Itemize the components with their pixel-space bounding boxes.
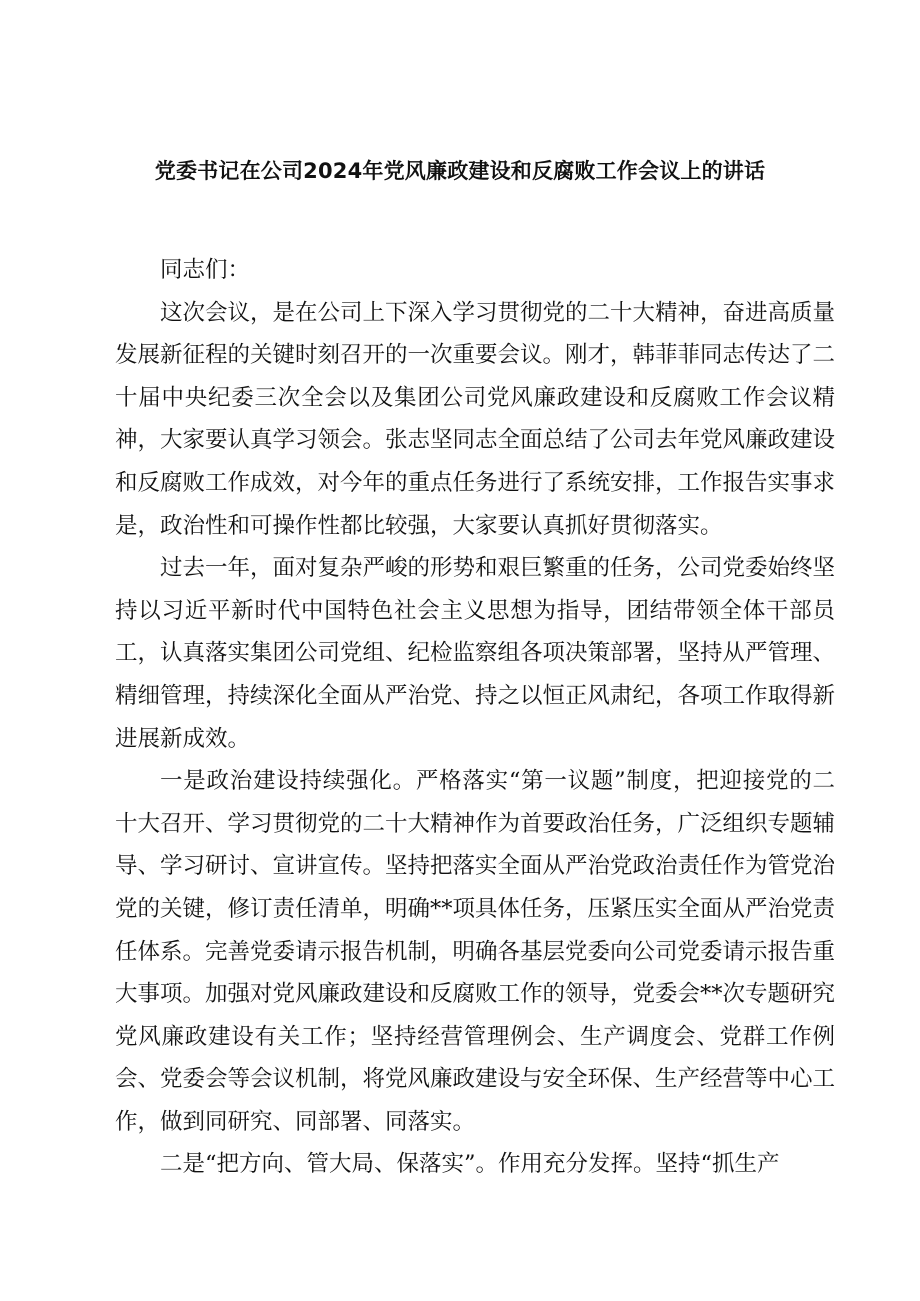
document-body	[115, 249, 835, 1186]
document-title: 党委书记在公司2024年党风廉政建设和反腐败工作会议上的讲话	[154, 159, 766, 183]
paragraph-3: 一是政治建设持续强化。严格落实“第一议题”制度，把迎接党的二十大召开、学习贯彻党的二十大精神作为首要政治任务，广泛组织专题辅导、学习研讨、宣讲宣传。坚持把落实全面从严治党政治责任作为管党治党的关键，修订责任清单，明确**项具体任务，压紧压实全面从严治党责任体系。完善党委请示报告机制，明确各基层党委向公司党委请示报告重大事项。加强对党风廉政建设和反腐败工作的领导，党委会**次专题研究党风廉政建设有关工作；坚持经营管理例会、生产调度会、党群工作例会、党委会等会议机制，将党风廉政建设与安全环保、生产经营等中心工作，做到同研究、同部署、同落实。	[115, 768, 836, 1135]
paragraph-1: 这次会议，是在公司上下深入学习贯彻党的二十大精神，奋进高质量发展新征程的关键时刻召开的一次重要会议。刚才，韩菲菲同志传达了二十届中央纪委三次全会以及集团公司党风廉政建设和反腐败工作会议精神，大家要认真学习领会。张志坚同志全面总结了公司去年党风廉政建设和反腐败工作成效，对今年的重点任务进行了系统安排，工作报告实事求是，政治性和可操作性都比较强，大家要认真抓好贯彻落实。	[115, 299, 836, 539]
salutation: 同志们：	[160, 257, 251, 283]
paragraph-2: 过去一年，面对复杂严峻的形势和艰巨繁重的任务，公司党委始终坚持以习近平新时代中国特色社会主义思想为指导，团结带领全体干部员工，认真落实集团公司党组、纪检监察组各项决策部署，坚持从严管理、精细管理，持续深化全面从严治党、持之以恒正风肃纪，各项工作取得新进展新成效。	[115, 555, 836, 752]
paragraph-4: 二是“把方向、管大局、保落实”。作用充分发挥。坚持“抓生产	[160, 1151, 780, 1178]
